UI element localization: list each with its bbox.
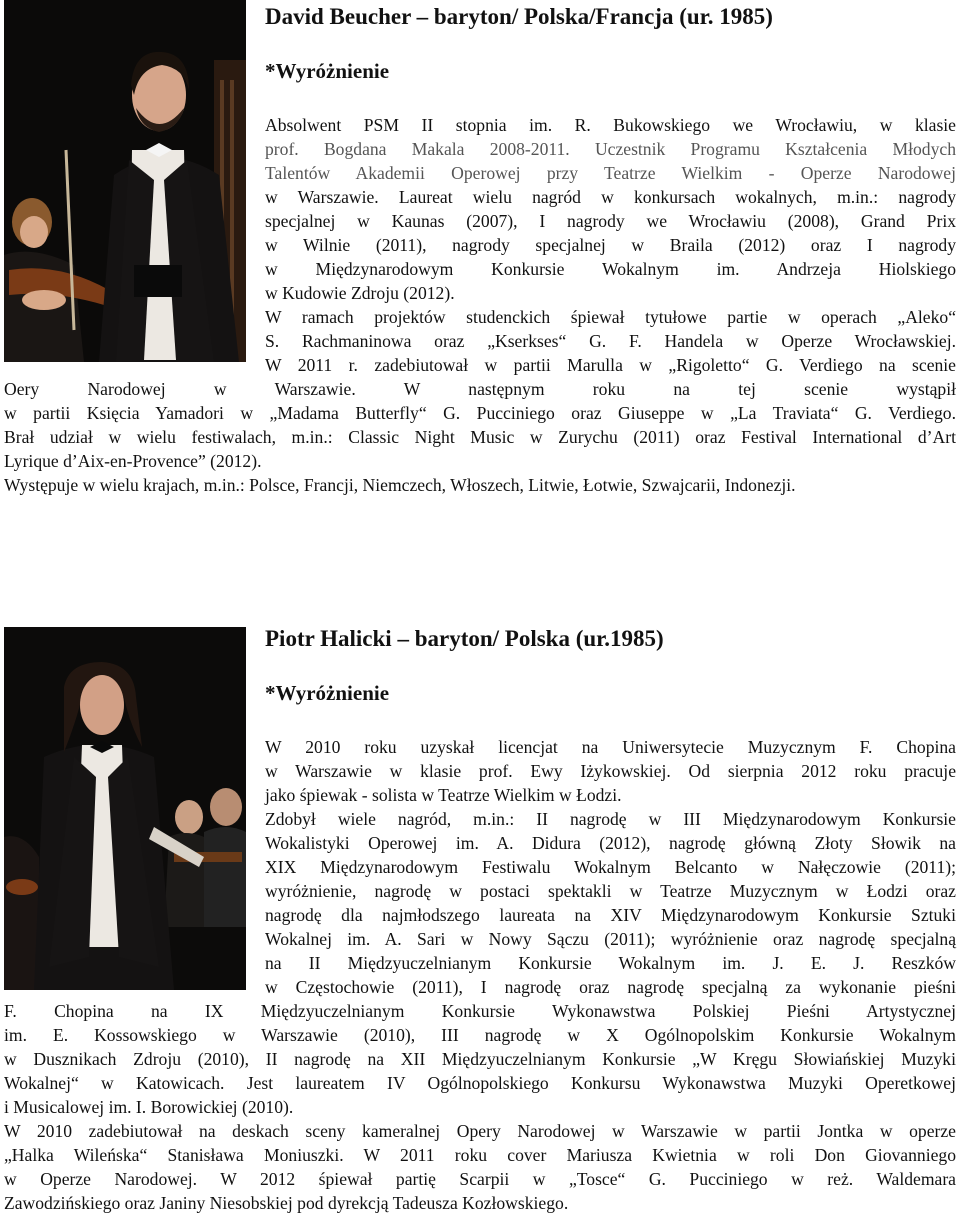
award-label: *Wyróżnienie <box>265 681 390 705</box>
bio-line: Wokalnej im. A. Sari w Nowy Sączu (2011); wyróżnienie oraz nagrodę specjalną <box>265 929 956 949</box>
bio-line: prof. Bogdana Makala 2008-2011. Uczestnik Programu Kształcenia Młodych <box>265 139 956 159</box>
singer-photo-2-image <box>4 627 246 990</box>
bio-line: w Operze Narodowej. W 2012 śpiewał partię Scarpii w „Tosce“ G. Pucciniego w reż. Waldemara <box>4 1169 956 1189</box>
bio-line: Wokalnej“ w Katowicach. Jest laureatem IV Ogólnopolskiego Konkursu Wykonawstwa Muzyki Operetkowej <box>4 1073 956 1093</box>
bio-line: w Dusznikach Zdroju (2010), II nagrodę na XII Międzyuczelnianym Konkursie „W Kręgu Słowiańskiej Muzyki <box>4 1049 956 1069</box>
bio-line: na II Międzyuczelnianym Konkursie Wokalnym im. J. E. J. Reszków <box>265 953 956 973</box>
bio-line: specjalnej w Kaunas (2007), I nagrody we Wrocławiu (2008), Grand Prix <box>265 211 956 231</box>
singer-photo-1 <box>4 0 246 362</box>
bio-line: F. Chopina na IX Międzyuczelnianym Konkursie Wykonawstwa Polskiej Pieśni Artystycznej <box>4 1001 956 1021</box>
bio-line: i Musicalowej im. I. Borowickiej (2010). <box>4 1097 294 1117</box>
bio-line: S. Rachmaninowa oraz „Kserkses“ G. F. Handela w Operze Wrocławskiej. <box>265 331 956 351</box>
bio-line: Występuje w wielu krajach, m.in.: Polsce, Francji, Niemczech, Włoszech, Litwie, Łotwie, Szwajcarii, Indonezji. <box>4 475 796 495</box>
bio-line: Talentów Akademii Operowej przy Teatrze Wielkim - Operze Narodowej <box>265 163 956 183</box>
bio-line: w Kudowie Zdroju (2012). <box>265 283 455 303</box>
bio-line: jako śpiewak - solista w Teatrze Wielkim w Łodzi. <box>265 785 622 805</box>
bio-line: nagrodę dla najmłodszego laureata na XIV Międzynarodowym Konkursie Sztuki <box>265 905 956 925</box>
bio-line: Oery Narodowej w Warszawie. W następnym roku na tej scenie wystąpił <box>4 379 956 399</box>
bio-line: wyróżnienie, nagrodę w postaci spektakli w Teatrze Muzycznym w Łodzi oraz <box>265 881 956 901</box>
bio-line: w Wilnie (2011), nagrody specjalnej w Braila (2012) oraz I nagrody <box>265 235 956 255</box>
bio-line: w Częstochowie (2011), I nagrodę oraz nagrodę specjalną za wykonanie pieśni <box>265 977 956 997</box>
person-title: David Beucher – baryton/ Polska/Francja (ur. 1985) <box>265 4 773 29</box>
bio-line: Zawodzińskiego oraz Janiny Niesobskiej pod dyrekcją Tadeusza Kozłowskiego. <box>4 1193 569 1213</box>
bio-line: im. E. Kossowskiego w Warszawie (2010), III nagrodę w X Ogólnopolskim Konkursie Wokalnym <box>4 1025 956 1045</box>
bio-line: w Międzynarodowym Konkursie Wokalnym im. Andrzeja Hiolskiego <box>265 259 956 279</box>
bio-line: W 2011 r. zadebiutował w partii Marulla w „Rigoletto“ G. Verdiego na scenie <box>265 355 956 375</box>
bio-line: Wokalistyki Operowej im. A. Didura (2012), nagrodę główną Złoty Słowik na <box>265 833 956 853</box>
person-title: Piotr Halicki – baryton/ Polska (ur.1985) <box>265 626 664 651</box>
bio-line: W 2010 roku uzyskał licencjat na Uniwersytecie Muzycznym F. Chopina <box>265 737 956 757</box>
bio-line: Absolwent PSM II stopnia im. R. Bukowskiego we Wrocławiu, w klasie <box>265 115 956 135</box>
bio-line: w Warszawie. Laureat wielu nagród w konkursach wokalnych, m.in.: nagrody <box>265 187 956 207</box>
bio-line: Zdobył wiele nagród, m.in.: II nagrodę w III Międzynarodowym Konkursie <box>265 809 956 829</box>
bio-line: Brał udział w wielu festiwalach, m.in.: Classic Night Music w Zurychu (2011) oraz Festival International d’Art <box>4 427 956 447</box>
bio-line: Lyrique d’Aix-en-Provence” (2012). <box>4 451 262 471</box>
bio-line: w Warszawie w klasie prof. Ewy Iżykowskiej. Od sierpnia 2012 roku pracuje <box>265 761 956 781</box>
award-label: *Wyróżnienie <box>265 59 390 83</box>
bio-line: W 2010 zadebiutował na deskach sceny kameralnej Opery Narodowej w Warszawie w partii Jontka w operze <box>4 1121 956 1141</box>
bio-line: W ramach projektów studenckich śpiewał tytułowe partie w operach „Aleko“ <box>265 307 956 327</box>
bio-line: XIX Międzynarodowym Festiwalu Wokalnym Belcanto w Nałęczowie (2011); <box>265 857 956 877</box>
bio-line: „Halka Wileńska“ Stanisława Moniuszki. W 2011 roku cover Mariusza Kwietnia w roli Don Giovanniego <box>4 1145 956 1165</box>
singer-photo-1-image <box>4 0 246 362</box>
singer-photo-2 <box>4 627 246 990</box>
bio-line: w partii Księcia Yamadori w „Madama Butterfly“ G. Pucciniego oraz Giuseppe w „La Traviata“ G. Verdiego. <box>4 403 956 423</box>
